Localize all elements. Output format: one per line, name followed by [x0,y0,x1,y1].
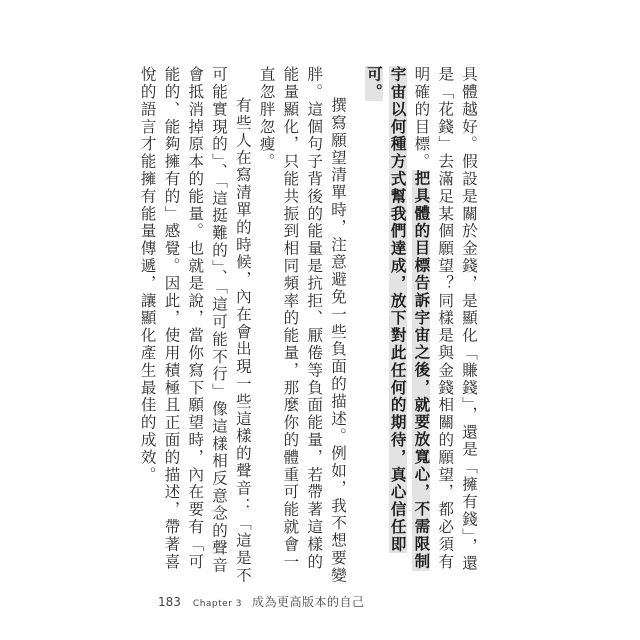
bold-highlighted-text: 把具體的目標告訴宇宙之後，就要放寬心，不需限制宇宙以何種方式幫我們達成，放下對此任何的期待，真心信任即可。 [364,66,431,571]
chapter-title: 成為更高版本的自己 [251,595,365,609]
paragraph-text: 有些人在寫清單的時候，內在會出現一些這樣的聲音：「這是不可能實現的」、「這挺難的」、「這可能不行」像這樣相反意念的聲音會抵消掉原本的能量。也就是說，當你寫下願望時，內在要有「可能的、能夠擁有的」感覺。因此，使用積極且正面的描述，帶著喜悅的語言才能擁有能量傳遞，讓顯化產生最佳的成效。 [138,66,252,585]
paragraph-text: 具體越好。假設是關於金錢，是顯化「賺錢」，還是「擁有錢」，還是「花錢」去滿足某個願望？同樣是與金錢相關的願望，都必須有明確的目標。 [412,66,478,573]
paragraph-text: 撰寫願望清單時，注意避免一些負面的描述。例如，我不想要變胖。這個句子背後的能量是抗拒、厭倦等負面能量，若帶著這樣的能量顯化，只能共振到相同頻率的能量，那麼你的體重可能就會一直忽胖忽瘦。 [257,66,348,585]
paragraph [254,66,349,586]
page-number: 183 [158,595,181,609]
chapter-label: Chapter 3 [192,599,242,609]
paragraph [135,66,254,586]
paragraph [361,66,480,586]
body-text [135,66,480,586]
page-footer [158,593,365,610]
